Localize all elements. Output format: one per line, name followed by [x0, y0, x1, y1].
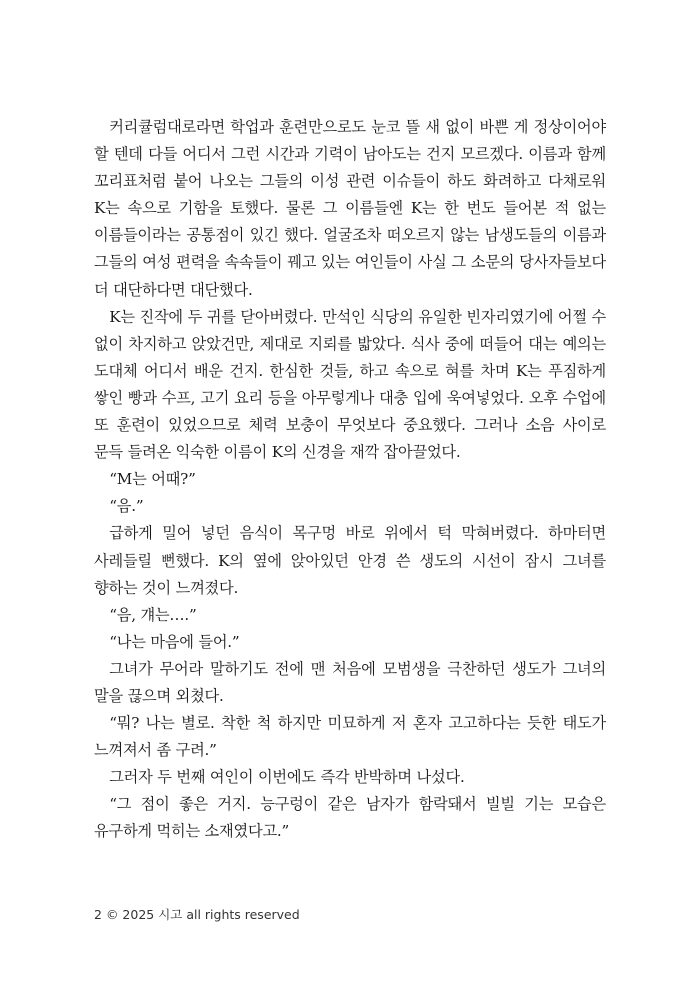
dialogue-line: “뭐? 나는 별로. 착한 척 하지만 미묘하게 저 혼자 고고하다는 듯한 태도가 느껴져서 좀 구려.” [94, 714, 606, 760]
dialogue-line: “나는 마음에 들어.” [109, 632, 240, 651]
paragraph: 그녀가 무어라 말하기도 전에 맨 처음에 모범생을 극찬하던 생도가 그녀의 말을 끊으며 외쳤다. [94, 659, 606, 705]
page-number: 2 [94, 907, 102, 922]
paragraph: K는 진작에 두 귀를 닫아버렸다. 만석인 식당의 유일한 빈자리였기에 어쩔 수 없이 차지하고 앉았건만, 제대로 지뢰를 밟았다. 식사 중에 떠들어 대는 예의는 도대체 어디서 배운 건지. 한심한 것들, 하고 속으로 혀를 차며 K는 푸짐하게 쌓인 빵과 수프, 고기 요리 등을 아무렇게나 대충 입에 욱여넣었다. 오후 수업에 또 훈련이 있었으므로 체력 보충이 무엇보다 중요했다. 그러나 소음 사이로 문득 들려온 익숙한 이름이 K의 신경을 재깍 잡아끌었다. [94, 307, 606, 462]
dialogue-line: “음, 걔는….” [109, 605, 197, 624]
copyright-notice: © 2025 시고 all rights reserved [105, 907, 300, 922]
paragraph: 그러자 두 번째 여인이 이번에도 즉각 반박하며 나섰다. [109, 768, 465, 787]
story-text [94, 114, 606, 846]
dialogue-line: “M는 어때?” [109, 470, 196, 489]
dialogue-line: “음.” [109, 497, 144, 516]
dialogue-line: “그 점이 좋은 거지. 능구렁이 같은 남자가 함락돼서 빌빌 기는 모습은 유구하게 먹히는 소재였다고.” [94, 795, 606, 841]
page-footer [94, 905, 300, 923]
paragraph: 커리큘럼대로라면 학업과 훈련만으로도 눈코 뜰 새 없이 바쁜 게 정상이어야 할 텐데 다들 어디서 그런 시간과 기력이 남아도는 건지 모르겠다. 이름과 함께 꼬리표처럼 붙어 나오는 그들의 이성 관련 이슈들이 하도 화려하고 다채로워 K는 속으로 기함을 토했다. 물론 그 이름들엔 K는 한 번도 들어본 적 없는 이름들이라는 공통점이 있긴 했다. 얼굴조차 떠오르지 않는 남생도들의 이름과 그들의 여성 편력을 속속들이 꿰고 있는 여인들이 사실 그 소문의 당사자들보다 더 대단하다면 대단했다. [94, 118, 606, 299]
paragraph: 급하게 밀어 넣던 음식이 목구멍 바로 위에서 턱 막혀버렸다. 하마터면 사레들릴 뻔했다. K의 옆에 앉아있던 안경 쓴 생도의 시선이 잠시 그녀를 향하는 것이 느껴졌다. [94, 524, 606, 597]
